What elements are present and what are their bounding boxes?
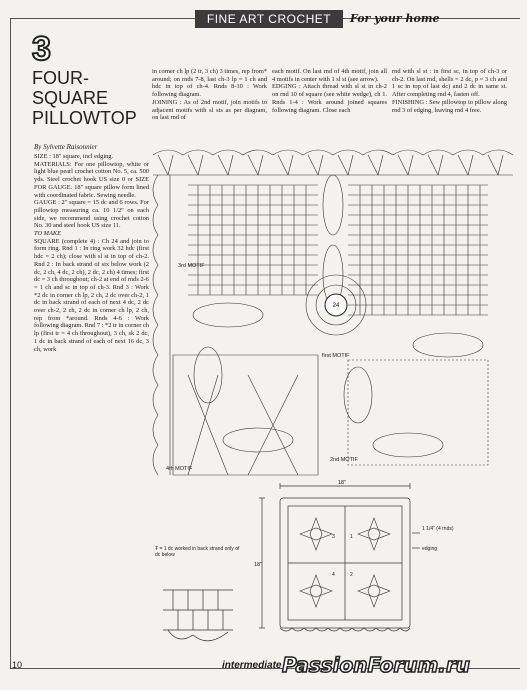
stitch-sample-illustration xyxy=(158,570,238,650)
page-number: 10 xyxy=(12,660,23,670)
instructions-column-1 xyxy=(34,153,149,353)
stitch-legend-text: = 1 dc worked in back strand only of dc below xyxy=(155,546,240,558)
edging-shells-left xyxy=(153,175,170,475)
motif-1-label: first MOTIF xyxy=(322,353,350,359)
watermark: PassionForum.ru xyxy=(282,653,471,677)
motif-3-label: 3rd MOTIF xyxy=(178,263,205,269)
edging-width-label: 1 1/4" (4 rnds) xyxy=(422,526,454,532)
motif-3-grid xyxy=(188,185,318,295)
height-label: 18" xyxy=(254,562,263,568)
crochet-stitch-diagram xyxy=(148,145,518,485)
skill-level-label: intermediate xyxy=(222,660,282,671)
materials-paragraph: MATERIALS: For one pillowtop, white or light blue pearl crochet cotton No. 5, ca. 500 yds. Steel crochet hook US size 0 or SIZE FOR GAUGE. 18" square pillow form lined with coordinated fabric. Sewing needle. xyxy=(34,160,149,199)
instructions-column-3 xyxy=(272,68,387,114)
edging-shells-top xyxy=(153,150,513,175)
edging-paragraph: EDGING : Attach thread with sl st in ch-2 on rnd 10 of square (see white wedge), ch 1. Rnds 1-4 : Work around joined squares following diagram. Close each xyxy=(272,83,387,114)
instructions-column-2 xyxy=(152,68,267,122)
project-number: 3 xyxy=(32,30,51,68)
pillow-schematic xyxy=(250,478,454,658)
joining-paragraph: JOINING : As of 2nd motif, join motifs to adjacent motifs with sl sts as per diagram, on last rnd of xyxy=(152,98,267,122)
back-strand-dc-icon: Ŧ xyxy=(155,546,159,552)
stitch-legend xyxy=(155,546,245,558)
gauge-paragraph: GAUGE : 2" square = 15 dc and 6 rows. For pillowtop measuring ca. 10 1/2" on each side, we recommend using crochet cotton No. 30 and steel hook US size 11. xyxy=(34,199,149,230)
to-make-heading: TO MAKE xyxy=(34,230,62,238)
motif-4-label: 4th MOTIF xyxy=(166,466,193,472)
edging-cont-paragraph: rnd with sl st : in first sc, in top of ch-3 or ch-2. On last rnd, shells = 2 dc, p = 3 ch and 1 sc in top of last dc) and 2 dc in same st. After completing rnd 4, fasten off. xyxy=(392,68,507,99)
center-ring-label: 24 xyxy=(332,303,340,309)
joining-cont-paragraph: each motif. On last rnd of 4th motif, join all 4 motifs in center with 1 sl st (see arrow). xyxy=(272,68,387,83)
byline: By Sylvette Raisonnier xyxy=(34,143,98,151)
quadrant-4-label: 4 xyxy=(332,572,335,578)
instructions-column-4 xyxy=(392,68,507,114)
finishing-paragraph: FINISHING : Sew pillowtop to pillow along rnd 3 of edging, leaving rnd 4 free. xyxy=(392,98,507,114)
square-paragraph: SQUARE (complete 4) : Ch 24 and join to form ring. Rnd 1 : In ring work 32 hdc (first hdc = 2 ch); close with sl st in top of ch-2. Rnd 2 : In back strand of six below work (2 dc, 2 ch, 4 dc, 2 ch), 2 dc, 2 ch) 4 times; first dc = 3 ch throughout; ch-2 at end of rnds 2-6 = 1 ch and sc in top of ch-3. Rnd 3 : Work *2 dc in corner ch lp, 2 ch, 2 dc over ch-2, 1 dc in back strand of each of next 4 dc, 2 dc over ch-2, 2 ch, 2 dc in corner ch lp, 2 ch, rep from *around. Rnds 4-6 : Work following diagram. Rnd 7 : *2 tr in corner ch lp (first tr = 4 ch throughout), 3 ch, sk 2 dc, 1 dc in back strand of each of next 16 dc, 3 ch, work xyxy=(34,237,150,353)
motif-2-label: 2nd MOTIF xyxy=(330,457,358,463)
size-paragraph: SIZE : 18" square, incl edging. xyxy=(34,153,114,160)
width-label: 18" xyxy=(337,480,347,486)
header-slogan: For your home xyxy=(350,12,440,25)
motif-1-grid xyxy=(348,185,488,315)
section-banner: FINE ART CROCHET xyxy=(195,10,343,28)
quadrant-3-label: 3 xyxy=(332,534,335,540)
left-rule xyxy=(10,18,11,668)
project-title: FOUR-SQUARE PILLOWTOP xyxy=(32,68,137,128)
quadrant-1-label: 1 xyxy=(350,534,353,540)
edging-label: edging xyxy=(422,546,438,552)
quadrant-2-label: 2 xyxy=(350,572,353,578)
rounds-paragraph: in corner ch lp (2 tr, 3 ch) 3 times, rep from* around; on rnds 7-8, last ch-3 lp = 1 ch and hdc in top of ch-4. Rnds 8-10 : Work following diagram. xyxy=(152,68,267,99)
